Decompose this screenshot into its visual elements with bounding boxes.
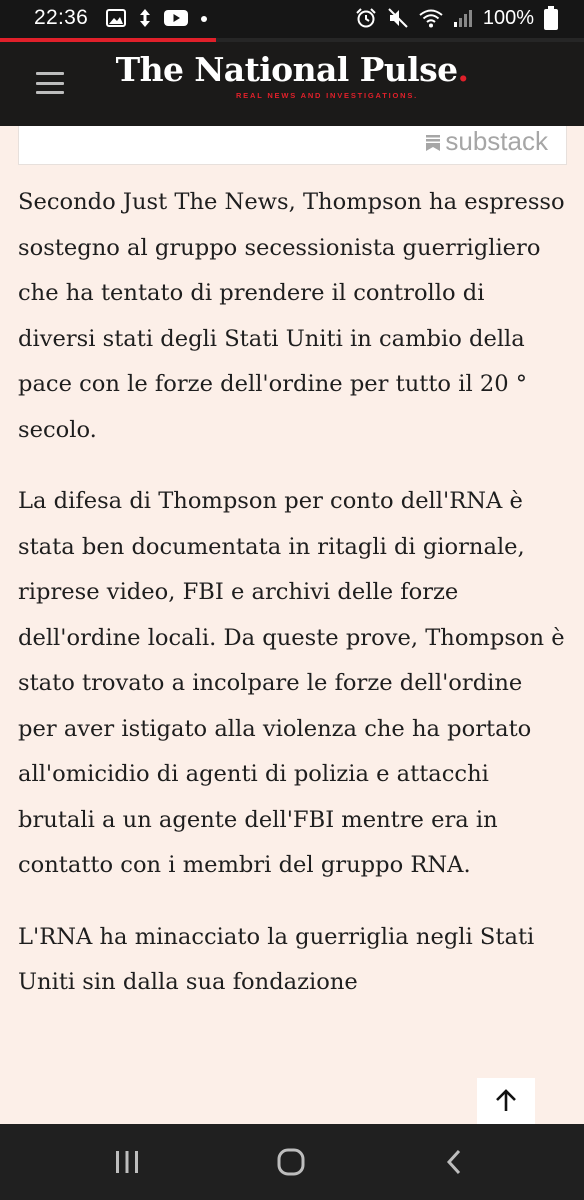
status-system-icons bbox=[355, 6, 558, 30]
substack-icon bbox=[425, 132, 441, 152]
status-time: 22:36 bbox=[34, 6, 89, 29]
recent-apps-icon bbox=[113, 1149, 141, 1175]
signal-icon bbox=[453, 8, 473, 28]
site-logo[interactable] bbox=[100, 50, 484, 100]
mute-icon bbox=[387, 7, 409, 29]
gallery-icon bbox=[106, 9, 126, 27]
youtube-icon bbox=[164, 9, 188, 27]
system-navigation-bar bbox=[0, 1124, 584, 1200]
article-paragraph: La difesa di Thompson per conto dell'RNA è stata ben documentata in ritagli di giornale, riprese video, FBI e archivi delle forze dell'ordine locali. Da queste prove, Thompson è stato trovato a incolpare le forze dell'ordine per aver istigato alla violenza che ha portato all'omicidio di agenti di polizia e attacchi brutali a un agente dell'FBI mentre era in contatto con i membri del gruppo RNA. bbox=[18, 488, 565, 878]
article-paragraph: L'RNA ha minacciato la guerriglia negli Stati Uniti sin dalla sua fondazione bbox=[18, 923, 535, 995]
back-button[interactable] bbox=[434, 1144, 474, 1180]
arrow-up-icon bbox=[494, 1088, 518, 1114]
wifi-icon bbox=[419, 8, 443, 28]
site-header bbox=[0, 42, 584, 126]
scroll-to-top-button[interactable] bbox=[477, 1078, 535, 1124]
article-body bbox=[18, 180, 566, 1032]
status-bar bbox=[0, 0, 584, 38]
notification-dot-icon bbox=[200, 9, 208, 27]
status-notification-icons bbox=[106, 8, 208, 28]
alarm-icon bbox=[355, 7, 377, 29]
recent-apps-button[interactable] bbox=[107, 1144, 147, 1180]
back-icon bbox=[444, 1148, 464, 1176]
data-transfer-icon bbox=[138, 8, 152, 28]
logo-title-text: The National Pulse bbox=[115, 50, 458, 89]
logo-title bbox=[100, 50, 484, 89]
hamburger-menu-icon[interactable] bbox=[36, 72, 64, 94]
substack-brand[interactable] bbox=[425, 126, 548, 157]
battery-percent: 100% bbox=[482, 6, 534, 29]
logo-dot: . bbox=[457, 50, 469, 89]
logo-tagline: REAL NEWS AND INVESTIGATIONS. bbox=[235, 91, 419, 100]
substack-embed-card[interactable] bbox=[18, 126, 567, 165]
article-paragraph: Secondo Just The News, Thompson ha espresso sostegno al gruppo secessionista guerrigliero che ha tentato di prendere il controllo di diversi stati degli Stati Uniti in cambio della pace con le forze dell'ordine per tutto il 20 ° secolo. bbox=[18, 189, 565, 443]
substack-label: substack bbox=[445, 126, 548, 156]
home-button[interactable] bbox=[271, 1144, 311, 1180]
home-icon bbox=[276, 1147, 306, 1177]
battery-icon bbox=[544, 6, 558, 30]
